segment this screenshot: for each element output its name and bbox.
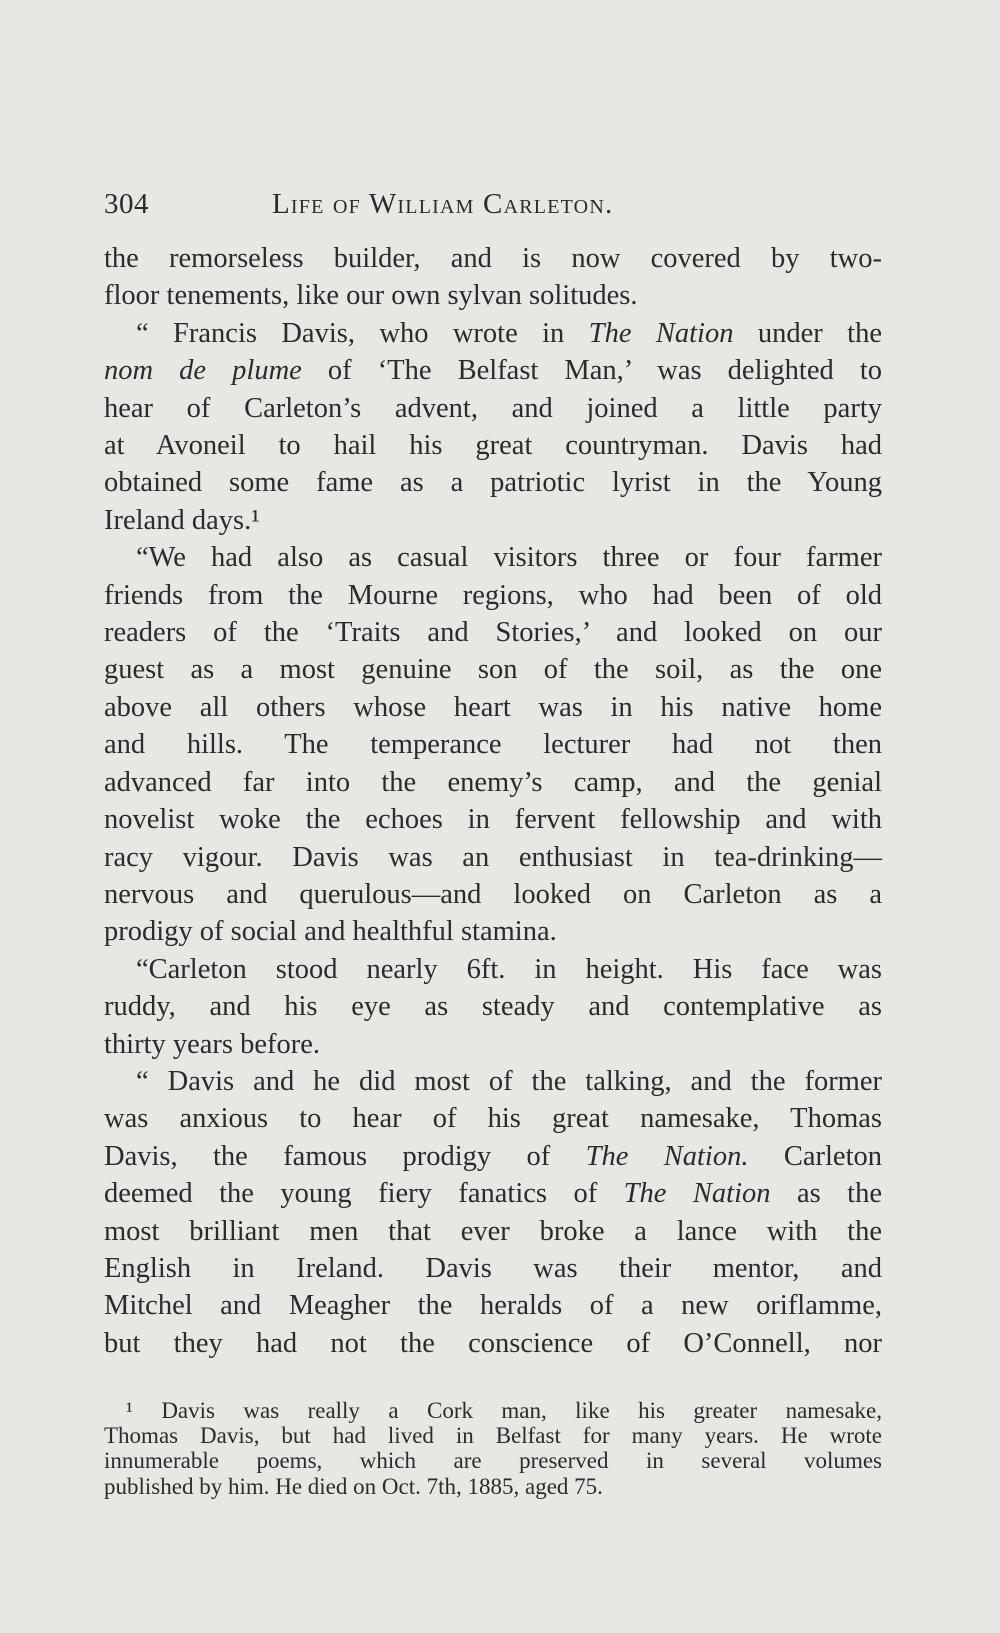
page-number: 304 [104,188,149,220]
text-line: prodigy of social and healthful stamina. [104,916,557,948]
text-line: friends from the Mourne regions, who had been of old [104,579,882,611]
text-line: Ireland days.¹ [104,504,260,536]
text-line: the remorseless builder, and is now covered by two- [104,243,882,274]
text-line: was anxious to hear of his great namesake, Thomas [104,1103,882,1135]
footnote-line: innumerable poems, which are preserved in several volumes [104,1448,882,1474]
footnote-line: Thomas Davis, but had lived in Belfast for many years. He wrote [104,1423,882,1449]
text-line: nervous and querulous—and looked on Carleton as a [104,878,882,910]
text-line: English in Ireland. Davis was their mentor, and [104,1252,882,1284]
main-text [104,240,882,1362]
text-line: and hills. The temperance lecturer had not then [104,729,882,761]
text-line: deemed the young fiery fanatics of The Nation as the [104,1178,882,1210]
text-line: guest as a most genuine son of the soil, as the one [104,654,882,686]
footnote-line: ¹ Davis was really a Cork man, like his greater namesake, [126,1398,882,1423]
text-line: ruddy, and his eye as steady and contemplative as [104,991,882,1023]
running-title: Life of William Carleton. [272,188,614,220]
text-line: advanced far into the enemy’s camp, and the genial [104,766,882,798]
footnote-line: published by him. He died on Oct. 7th, 1885, aged 75. [104,1473,603,1499]
text-line: novelist woke the echoes in fervent fellowship and with [104,804,882,836]
text-line: floor tenements, like our own sylvan solitudes. [104,280,638,312]
text-line: nom de plume of ‘The Belfast Man,’ was delighted to [104,355,882,387]
text-line: racy vigour. Davis was an enthusiast in tea-drinking— [104,841,882,873]
text-line: “ Francis Davis, who wrote in The Nation under the [136,317,882,349]
text-line: readers of the ‘Traits and Stories,’ and looked on our [104,617,882,649]
text-line: “ Davis and he did most of the talking, and the former [136,1065,882,1097]
text-line: Mitchel and Meagher the heralds of a new oriflamme, [104,1290,882,1322]
text-line: thirty years before. [104,1028,321,1060]
text-line: “Carleton stood nearly 6ft. in height. His face was [136,953,882,985]
text-line: most brilliant men that ever broke a lance with the [104,1215,882,1247]
footnote [104,1398,882,1499]
text-line: Davis, the famous prodigy of The Nation. Carleton [104,1140,882,1172]
text-line: “We had also as casual visitors three or four farmer [136,542,882,574]
text-line: but they had not the conscience of O’Connell, nor [104,1327,882,1359]
text-line: obtained some fame as a patriotic lyrist in the Young [104,467,882,499]
page-header [104,180,884,230]
text-line: above all others whose heart was in his native home [104,691,882,723]
text-line: at Avoneil to hail his great countryman. Davis had [104,430,882,462]
text-line: hear of Carleton’s advent, and joined a little party [104,392,882,424]
